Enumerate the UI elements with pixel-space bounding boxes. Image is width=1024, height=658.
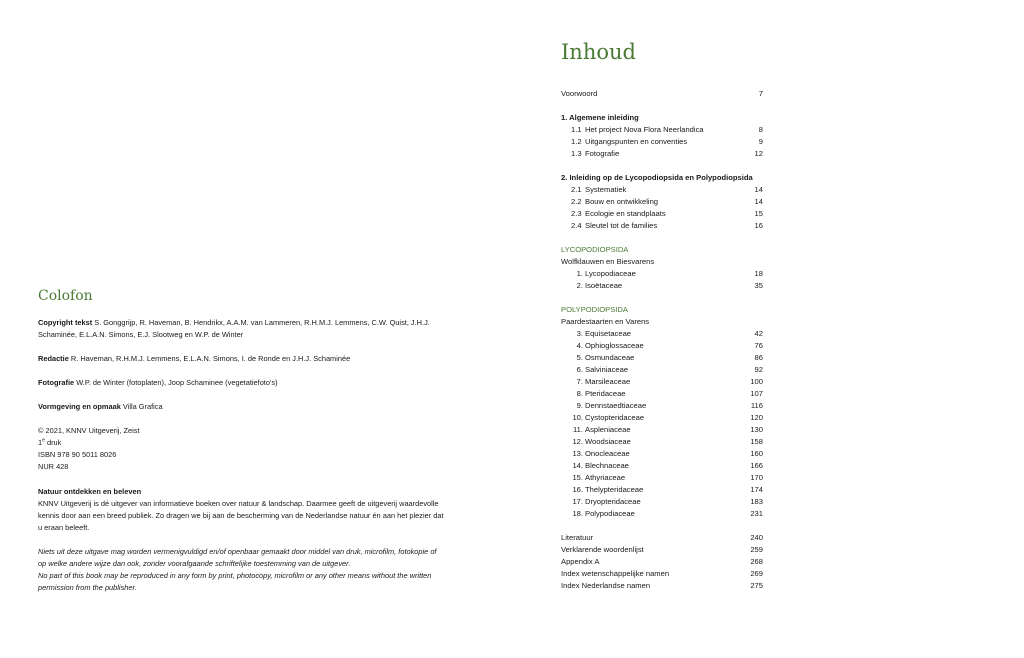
toc-page: 76 (754, 341, 763, 350)
toc-page: 15 (754, 209, 763, 218)
toc-section-title: 1. Algemene inleiding (561, 113, 639, 122)
natuur-title: Natuur ontdekken en beleven (38, 487, 142, 496)
toc-page: 8 (758, 125, 763, 134)
toc-num: 1.1 (571, 125, 582, 134)
toc-page: 42 (754, 329, 763, 338)
toc-group-poly[interactable] (561, 316, 763, 328)
toc-label: Index wetenschappelijke namen (561, 569, 670, 578)
toc-section-title: 2. Inleiding op de Lycopodiopsida en Polypodiopsida (561, 173, 753, 182)
toc-section-2-title[interactable] (561, 172, 763, 184)
toc-label: Systematiek (585, 185, 627, 194)
legal-line-3: No part of this book may be reproduced in any form by print, photocopy, microfilm or any other means without the written (38, 571, 432, 580)
toc-num: 15. (572, 473, 583, 482)
toc-label: Sleutel tot de families (585, 221, 658, 230)
toc-label: Index Nederlandse namen (561, 581, 651, 590)
toc-num: 18. (572, 509, 583, 518)
toc-page: 158 (750, 437, 763, 446)
toc-page: 116 (750, 401, 763, 410)
toc-back-item[interactable] (561, 580, 763, 592)
toc-label: Equisetaceae (585, 329, 632, 338)
toc-num: 2.2 (571, 197, 582, 206)
toc-num: 2.3 (571, 209, 582, 218)
tekst-value-1: S. Gonggrijp, R. Haveman, B. Hendrikx, A.A.M. van Lammeren, R.H.M.J. Lemmens, C.W. Quist, J.H.J. (94, 318, 430, 327)
toc-page: 231 (750, 509, 763, 518)
toc-num: 4. (576, 341, 583, 350)
legal-line-2: op welke andere wijze dan ook, zonder voorafgaande schriftelijke toestemming van de uitgever. (38, 559, 351, 568)
toc-label: Lycopodiaceae (585, 269, 636, 278)
toc-item[interactable] (561, 388, 763, 400)
vormgeving-value: Villa Grafica (122, 402, 163, 411)
toc-label: Bouw en ontwikkeling (585, 197, 659, 206)
toc-page: 259 (750, 545, 763, 554)
toc-item[interactable] (561, 328, 763, 340)
toc-label: Het project Nova Flora Neerlandica (585, 125, 704, 134)
toc-page: 18 (754, 269, 763, 278)
copyright-line: © 2021, KNNV Uitgeverij, Zeist (38, 426, 140, 435)
toc-item[interactable] (561, 340, 763, 352)
toc-label: Cystopteridaceae (585, 413, 645, 422)
toc-num: 2.4 (571, 221, 582, 230)
toc-page: 107 (750, 389, 763, 398)
colofon-tekst (38, 317, 468, 341)
toc-class-label: LYCOPODIOPSIDA (561, 245, 629, 254)
toc-item[interactable] (561, 460, 763, 472)
toc-page: 166 (750, 461, 763, 470)
toc-item[interactable] (561, 412, 763, 424)
toc-label: Literatuur (561, 533, 594, 542)
toc-item[interactable] (561, 448, 763, 460)
natuur-line-3: u eraan beleeft. (38, 523, 90, 532)
toc-label: Voorwoord (561, 89, 598, 98)
toc-page: 12 (754, 149, 763, 158)
toc-item[interactable] (561, 508, 763, 520)
toc-group-lyco[interactable] (561, 256, 763, 268)
toc-page: 130 (750, 425, 763, 434)
toc-num: 9. (576, 401, 583, 410)
colofon-natuur (38, 486, 468, 534)
toc-label: Verklarende woordenlijst (561, 545, 644, 554)
redactie-label: Redactie (38, 354, 69, 363)
toc-voorwoord[interactable] (561, 88, 763, 100)
toc-label: Osmundaceae (585, 353, 635, 362)
toc-page: 275 (750, 581, 763, 590)
toc-section-1-title[interactable] (561, 112, 763, 124)
toc-page: 35 (754, 281, 763, 290)
toc-item[interactable] (561, 496, 763, 508)
legal-line-1: Niets uit deze uitgave mag worden vermenigvuldigd en/of openbaar gemaakt door middel van druk, microfilm, fotokopie of (38, 547, 437, 556)
toc-item[interactable] (561, 136, 763, 148)
natuur-line-1: KNNV Uitgeverij is dé uitgever van informatieve boeken over natuur & landschap. Daarmee geeft de uitgeverij waardevolle (38, 499, 439, 508)
toc-back-item[interactable] (561, 532, 763, 544)
toc-num: 8. (576, 389, 583, 398)
toc-num: 12. (572, 437, 583, 446)
toc-group-label: Wolfklauwen en Biesvarens (561, 257, 655, 266)
toc-page: 160 (750, 449, 763, 458)
druk-sup: e (42, 437, 45, 444)
toc-page: 92 (754, 365, 763, 374)
toc-label: Uitgangspunten en conventies (585, 137, 688, 146)
toc-label: Thelypteridaceae (585, 485, 644, 494)
toc-page: 240 (750, 533, 763, 542)
toc-page: 170 (750, 473, 763, 482)
colofon-publisher-block (38, 425, 468, 473)
toc-page: 120 (750, 413, 763, 422)
toc-label: Athyriaceae (585, 473, 626, 482)
toc-page: 269 (750, 569, 763, 578)
redactie-value: R. Haveman, R.H.M.J. Lemmens, E.L.A.N. Simons, I. de Ronde en J.H.J. Schaminée (70, 354, 351, 363)
druk-num: 1 (38, 438, 43, 447)
toc-label: Polypodiaceae (585, 509, 635, 518)
colofon-redactie (38, 353, 468, 365)
isbn-line: ISBN 978 90 5011 8026 (38, 450, 117, 459)
toc-label: Isoëtaceae (585, 281, 623, 290)
toc-item[interactable] (561, 220, 763, 232)
colofon-title: Colofon (38, 288, 93, 304)
toc-num: 14. (572, 461, 583, 470)
toc-item[interactable] (561, 364, 763, 376)
toc-page: 16 (754, 221, 763, 230)
toc-num: 10. (572, 413, 583, 422)
toc-label: Fotografie (585, 149, 620, 158)
nur-line: NUR 428 (38, 462, 69, 471)
toc-item[interactable] (561, 280, 763, 292)
toc-label: Ecologie en standplaats (585, 209, 666, 218)
fotografie-label: Fotografie (38, 378, 75, 387)
toc-back-item[interactable] (561, 568, 763, 580)
toc-num: 1. (576, 269, 583, 278)
toc-page: 7 (758, 89, 763, 98)
toc-label: Pteridaceae (585, 389, 626, 398)
toc-page: 9 (758, 137, 763, 146)
toc-class-lyco (561, 244, 763, 256)
toc-label: Appendix A (561, 557, 600, 566)
toc-item[interactable] (561, 268, 763, 280)
toc-item[interactable] (561, 400, 763, 412)
toc-page: 86 (754, 353, 763, 362)
toc-back-item[interactable] (561, 544, 763, 556)
toc-num: 6. (576, 365, 583, 374)
colofon-vormgeving (38, 401, 468, 413)
toc-label: Dennstaedtiaceae (585, 401, 647, 410)
druk-line (38, 437, 468, 449)
toc-page: 14 (754, 185, 763, 194)
toc-num: 7. (576, 377, 583, 386)
toc-item[interactable] (561, 148, 763, 160)
toc-class-poly (561, 304, 763, 316)
toc-num: 1.3 (571, 149, 582, 158)
toc-page: 268 (750, 557, 763, 566)
toc-item[interactable] (561, 424, 763, 436)
colofon-fotografie (38, 377, 468, 389)
toc-label: Woodsiaceae (585, 437, 631, 446)
toc-num: 11. (573, 425, 583, 434)
toc-label: Aspleniaceae (585, 425, 631, 434)
toc-back-item[interactable] (561, 556, 763, 568)
toc-label: Marsileaceae (585, 377, 631, 386)
natuur-line-2: kennis door aan een breed publiek. Zo dragen we bij aan de bescherming van de Nederlandse natuur én aan het plezier dat (38, 511, 444, 520)
toc-page: 100 (750, 377, 763, 386)
toc-num: 1.2 (571, 137, 582, 146)
toc-item[interactable] (561, 124, 763, 136)
inhoud-title: Inhoud (561, 40, 636, 64)
toc-label: Ophioglossaceae (585, 341, 644, 350)
toc-num: 2.1 (571, 185, 582, 194)
toc-page: 174 (750, 485, 763, 494)
fotografie-value: W.P. de Winter (fotoplaten), Joop Schaminee (vegetatiefoto's) (76, 378, 278, 387)
toc-label: Salviniaceae (585, 365, 629, 374)
toc-label: Onocleaceae (585, 449, 630, 458)
toc-item[interactable] (561, 196, 763, 208)
druk-word: druk (46, 438, 62, 447)
toc-num: 2. (576, 281, 583, 290)
legal-line-4: permission from the publisher. (38, 583, 137, 592)
toc-num: 16. (572, 485, 583, 494)
toc-num: 17. (572, 497, 583, 506)
toc-item[interactable] (561, 436, 763, 448)
tekst-value-2: Schaminée, E.L.A.N. Simons, E.J. Slootweg en W.P. de Winter (38, 330, 244, 339)
toc-group-label: Paardestaarten en Varens (561, 317, 650, 326)
toc-label: Blechnaceae (585, 461, 629, 470)
toc-item[interactable] (561, 484, 763, 496)
colofon-legal (38, 546, 468, 594)
toc-class-label: POLYPODIOPSIDA (561, 305, 628, 314)
tekst-label: Copyright tekst (38, 318, 93, 327)
toc-item[interactable] (561, 184, 763, 196)
toc-item[interactable] (561, 472, 763, 484)
toc-label: Dryopteridaceae (585, 497, 641, 506)
toc-page: 183 (750, 497, 763, 506)
toc-item[interactable] (561, 352, 763, 364)
vormgeving-label: Vormgeving en opmaak (38, 402, 121, 411)
toc-item[interactable] (561, 208, 763, 220)
toc-num: 3. (576, 329, 583, 338)
toc-num: 5. (576, 353, 583, 362)
toc-num: 13. (572, 449, 583, 458)
toc-item[interactable] (561, 376, 763, 388)
toc-page: 14 (754, 197, 763, 206)
